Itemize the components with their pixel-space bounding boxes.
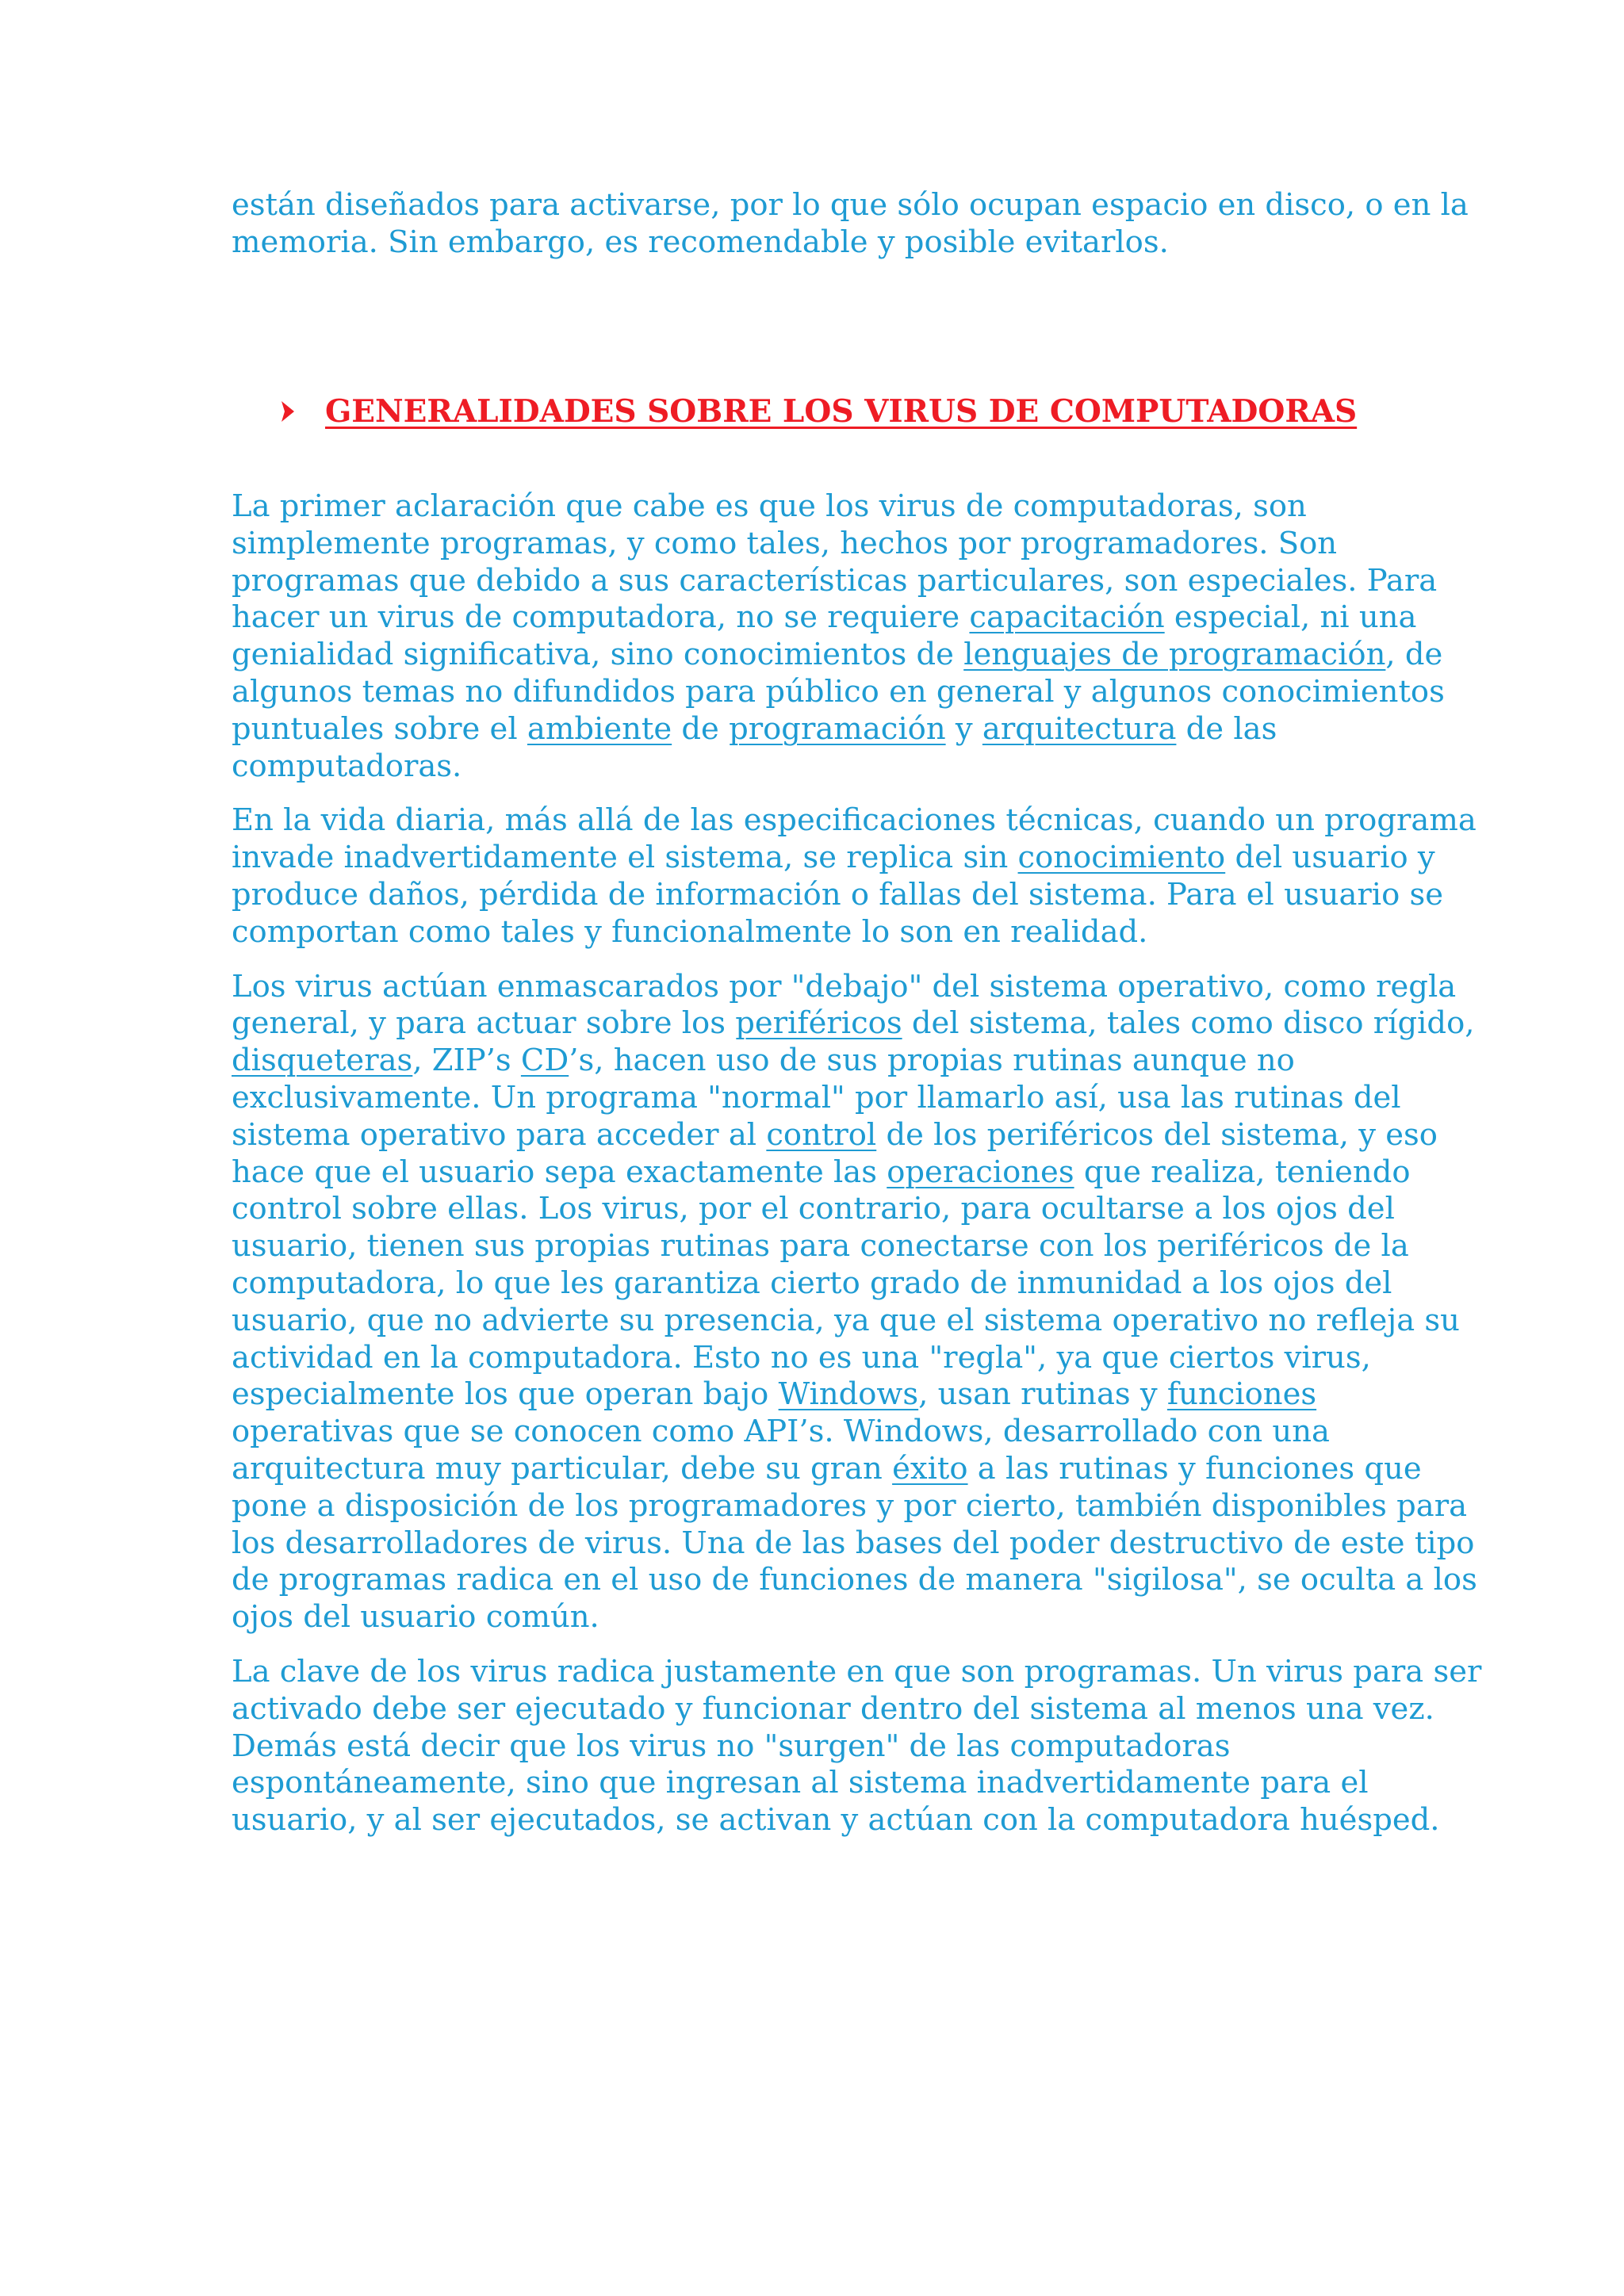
text-line: pone a disposición de los programadores y por cierto, también disponibles para	[232, 1487, 1468, 1524]
text-run: hace que el usuario sepa exactamente las	[232, 1154, 887, 1190]
text-line: comportan como tales y funcionalmente lo son en realidad.	[232, 913, 1148, 950]
text-line	[232, 1376, 1389, 1414]
text-line: Demás está decir que los virus no "surgen" de las computadoras	[232, 1728, 1231, 1764]
text-line	[232, 1154, 1411, 1192]
text-line	[232, 1005, 1475, 1043]
text-line: computadora, lo que les garantiza cierto grado de inmunidad a los ojos del	[232, 1265, 1392, 1301]
text-line: simplemente programas, y como tales, hechos por programadores. Son	[232, 525, 1338, 561]
text-line: La primer aclaración que cabe es que los virus de computadoras, son	[232, 488, 1307, 524]
link-arquitectura[interactable]: arquitectura	[982, 710, 1177, 747]
link-ambiente[interactable]: ambiente	[527, 710, 672, 747]
text-line: operativas que se conocen como API’s. Windows, desarrollado con una	[232, 1414, 1330, 1450]
text-run: a las rutinas y funciones que	[967, 1450, 1422, 1487]
arrowhead-bullet-icon	[281, 400, 295, 423]
intro-line: memoria. Sin embargo, es recomendable y posible evitarlos.	[232, 224, 1169, 260]
section-heading	[281, 393, 1391, 430]
link-conocimiento[interactable]: conocimiento	[1017, 840, 1226, 876]
text-run: hacer un virus de computadora, no se requiere	[232, 599, 970, 636]
text-line: programas que debido a sus características particulares, son especiales. Para	[232, 562, 1438, 599]
link-exito[interactable]: éxito	[892, 1450, 968, 1487]
link-perifericos[interactable]: periféricos	[735, 1005, 902, 1042]
text-run: puntuales sobre el	[232, 710, 527, 747]
text-line	[232, 1450, 1422, 1488]
intro-paragraph	[232, 187, 1469, 262]
text-line: usuario, tienen sus propias rutinas para conectarse con los periféricos de la	[232, 1228, 1409, 1265]
link-disqueteras[interactable]: disqueteras	[232, 1043, 413, 1079]
text-line: activado debe ser ejecutado y funcionar dentro del sistema al menos una vez.	[232, 1690, 1434, 1727]
text-run: especialmente los que operan bajo	[232, 1376, 779, 1413]
text-run: y	[945, 710, 982, 747]
link-control[interactable]: control	[766, 1116, 877, 1153]
text-run: general, y para actuar sobre los	[232, 1005, 736, 1042]
body-text	[232, 488, 1482, 1857]
text-run: del usuario y	[1225, 840, 1435, 876]
text-run: invade inadvertidamente el sistema, se replica sin	[232, 840, 1018, 876]
text-line: algunos temas no difundidos para público en general y algunos conocimientos	[232, 673, 1445, 710]
link-capacitacion[interactable]: capacitación	[969, 599, 1165, 636]
text-line: usuario, y al ser ejecutados, se activan y actúan con la computadora huésped.	[232, 1802, 1440, 1839]
text-run: , usan rutinas y	[918, 1376, 1167, 1413]
text-line	[232, 637, 1443, 674]
text-line	[232, 599, 1417, 637]
text-run: del sistema, tales como disco rígido,	[902, 1005, 1475, 1042]
text-line: La clave de los virus radica justamente en que son programas. Un virus para ser	[232, 1653, 1482, 1689]
text-run: ’s, hacen uso de sus propias rutinas aunque no	[569, 1043, 1295, 1079]
text-run: sistema operativo para acceder al	[232, 1116, 767, 1153]
text-line: los desarrolladores de virus. Una de las bases del poder destructivo de este tipo	[232, 1525, 1475, 1561]
link-windows[interactable]: Windows	[778, 1376, 919, 1413]
text-run: , ZIP’s	[412, 1043, 521, 1079]
text-run: especial, ni una	[1164, 599, 1417, 636]
intro-line: están diseñados para activarse, por lo que sólo ocupan espacio en disco, o en la	[232, 187, 1469, 223]
text-line: produce daños, pérdida de información o fallas del sistema. Para el usuario se	[232, 876, 1444, 913]
text-run: genialidad significativa, sino conocimientos de	[232, 637, 964, 673]
text-line: actividad en la computadora. Esto no es una "regla", ya que ciertos virus,	[232, 1339, 1371, 1376]
text-line: control sobre ellas. Los virus, por el contrario, para ocultarse a los ojos del	[232, 1191, 1395, 1227]
link-programacion[interactable]: programación	[729, 710, 946, 747]
text-run: de las	[1176, 710, 1277, 747]
paragraph-4	[232, 1653, 1482, 1839]
text-line: exclusivamente. Un programa "normal" por llamarlo así, usa las rutinas del	[232, 1079, 1401, 1115]
text-line: En la vida diaria, más allá de las especificaciones técnicas, cuando un programa	[232, 802, 1477, 839]
link-cd[interactable]: CD	[520, 1043, 569, 1079]
text-run: de los periféricos del sistema, y eso	[876, 1116, 1438, 1153]
text-line	[232, 1116, 1438, 1154]
text-run: que realiza, teniendo	[1074, 1154, 1411, 1190]
text-line: computadoras.	[232, 748, 462, 784]
text-line	[232, 840, 1435, 877]
paragraph-3	[232, 968, 1477, 1636]
text-run: , de	[1385, 637, 1443, 673]
link-operaciones[interactable]: operaciones	[887, 1154, 1074, 1190]
text-line: de programas radica en el uso de funciones de manera "sigilosa", se oculta a los	[232, 1562, 1477, 1598]
paragraph-2	[232, 802, 1477, 951]
text-line	[232, 1043, 1389, 1080]
text-run: arquitectura muy particular, debe su gran	[232, 1450, 893, 1487]
section-heading-text: GENERALIDADES SOBRE LOS VIRUS DE COMPUTADORAS	[325, 393, 1358, 430]
text-line: espontáneamente, sino que ingresan al sistema inadvertidamente para el	[232, 1765, 1369, 1801]
paragraph-1	[232, 488, 1445, 785]
text-line: usuario, que no advierte su presencia, ya que el sistema operativo no refleja su	[232, 1302, 1460, 1338]
link-lenguajes-de-programacion[interactable]: lenguajes de programación	[963, 637, 1386, 673]
text-run: de	[672, 710, 730, 747]
link-funciones[interactable]: funciones	[1166, 1376, 1317, 1413]
text-line	[232, 711, 1389, 748]
text-line: ojos del usuario común.	[232, 1599, 599, 1636]
text-line: Los virus actúan enmascarados por "debajo" del sistema operativo, como regla	[232, 968, 1457, 1004]
